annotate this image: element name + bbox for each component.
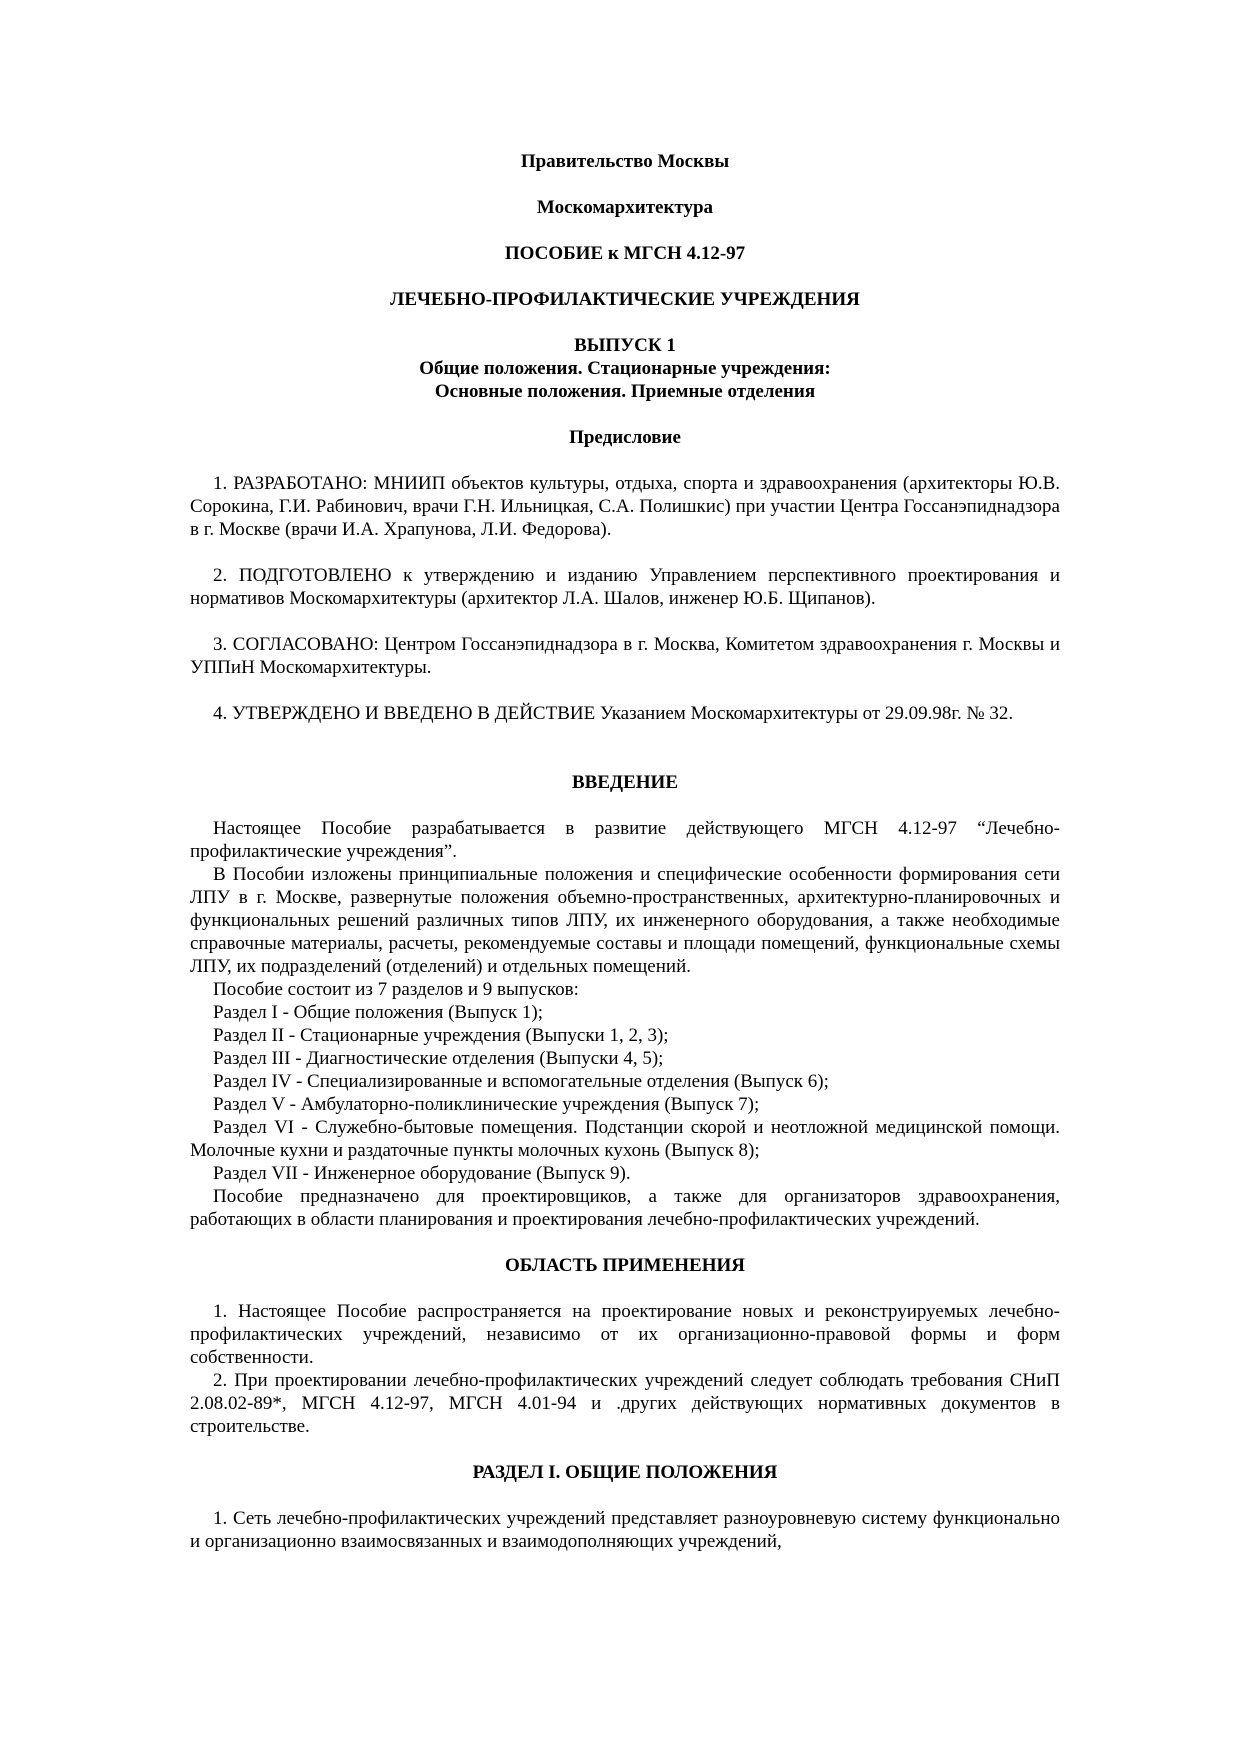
section-list-item: Раздел IV - Специализированные и вспомогательные отделения (Выпуск 6); xyxy=(213,1071,829,1092)
document-page xyxy=(190,0,1060,1553)
issue-subtitle-2: Основные положения. Приемные отделения xyxy=(434,381,816,402)
section-list-item: Раздел VII - Инженерное оборудование (Выпуск 9). xyxy=(213,1163,631,1184)
scope-item-2: 2. При проектировании лечебно-профилактических учреждений следует соблюдать требования СНиП 2.08.02-89*, МГСН 4.12-97, МГСН 4.01-94 и .других действующих нормативных документов в строительстве. xyxy=(190,1370,1060,1437)
scope-item-1: 1. Настоящее Пособие распространяется на проектирование новых и реконструируемых лечебно-профилактических учреждений, независимо от их организационно-правовой формы и форм собственности. xyxy=(190,1301,1060,1368)
section1-paragraph-1: 1. Сеть лечебно-профилактических учреждений представляет разноуровневую систему функционально и организационно взаимосвязанных и взаимодополняющих учреждений, xyxy=(190,1508,1060,1552)
intro-paragraph-3: Пособие состоит из 7 разделов и 9 выпусков: xyxy=(213,979,579,1000)
issue-title: ВЫПУСК 1 xyxy=(574,335,676,356)
preface-heading: Предисловие xyxy=(569,427,681,448)
section1-heading: РАЗДЕЛ I. ОБЩИЕ ПОЛОЖЕНИЯ xyxy=(472,1462,778,1483)
section-list-item: Раздел III - Диагностические отделения (Выпуски 4, 5); xyxy=(213,1048,664,1069)
subject-title: ЛЕЧЕБНО-ПРОФИЛАКТИЧЕСКИЕ УЧРЕЖДЕНИЯ xyxy=(390,289,860,310)
section-list-item: Раздел V - Амбулаторно-поликлинические учреждения (Выпуск 7); xyxy=(213,1094,760,1115)
org-title: Правительство Москвы xyxy=(520,151,730,172)
preface-item-4: 4. УТВЕРЖДЕНО И ВВЕДЕНО В ДЕЙСТВИЕ Указанием Москомархитектуры от 29.09.98г. № 32. xyxy=(213,703,1014,724)
intro-paragraph-4: Пособие предназначено для проектировщиков, а также для организаторов здравоохранения, работающих в области планирования и проектирования лечебно-профилактических учреждений. xyxy=(190,1186,1060,1230)
intro-paragraph-2: В Пособии изложены принципиальные положения и специфические особенности формирования сети ЛПУ в г. Москве, развернутые положения объемно-пространственных, архитектурно-планировочных и функциональных решений различных типов ЛПУ, их инженерного оборудования, а также необходимые справочные материалы, расчеты, рекомендуемые составы и площади помещений, функциональные схемы ЛПУ, их подразделений (отделений) и отдельных помещений. xyxy=(190,864,1060,977)
section-list-item: Раздел I - Общие положения (Выпуск 1); xyxy=(213,1002,544,1023)
intro-heading: ВВЕДЕНИЕ xyxy=(572,772,678,793)
preface-item-3: 3. СОГЛАСОВАНО: Центром Госсанэпиднадзора в г. Москва, Комитетом здравоохранения г. Москвы и УППиН Москомархитектуры. xyxy=(190,634,1060,678)
intro-paragraph-1: Настоящее Пособие разрабатывается в развитие действующего МГСН 4.12-97 “Лечебно-профилактические учреждения”. xyxy=(190,818,1060,862)
section-list-item: Раздел VI - Служебно-бытовые помещения. Подстанции скорой и неотложной медицинской помощи. Молочные кухни и раздаточные пункты молочных кухонь (Выпуск 8); xyxy=(190,1117,1060,1161)
issue-subtitle-1: Общие положения. Стационарные учреждения: xyxy=(419,358,831,379)
preface-item-1: 1. РАЗРАБОТАНО: МНИИП объектов культуры, отдыха, спорта и здравоохранения (архитекторы Ю.В. Сорокина, Г.И. Рабинович, врачи Г.Н. Ильницкая, С.А. Полишкис) при участии Центра Госсанэпиднадзора в г. Москве (врачи И.А. Храпунова, Л.И. Федорова). xyxy=(190,473,1060,540)
doc-title: ПОСОБИЕ к МГСН 4.12-97 xyxy=(504,243,746,264)
section-list-item: Раздел II - Стационарные учреждения (Выпуски 1, 2, 3); xyxy=(213,1025,669,1046)
scope-heading: ОБЛАСТЬ ПРИМЕНЕНИЯ xyxy=(504,1255,745,1276)
agency-title: Москомархитектура xyxy=(536,197,714,218)
preface-item-2: 2. ПОДГОТОВЛЕНО к утверждению и изданию Управлением перспективного проектирования и нормативов Москомархитектуры (архитектор Л.А. Шалов, инженер Ю.Б. Щипанов). xyxy=(190,565,1060,609)
